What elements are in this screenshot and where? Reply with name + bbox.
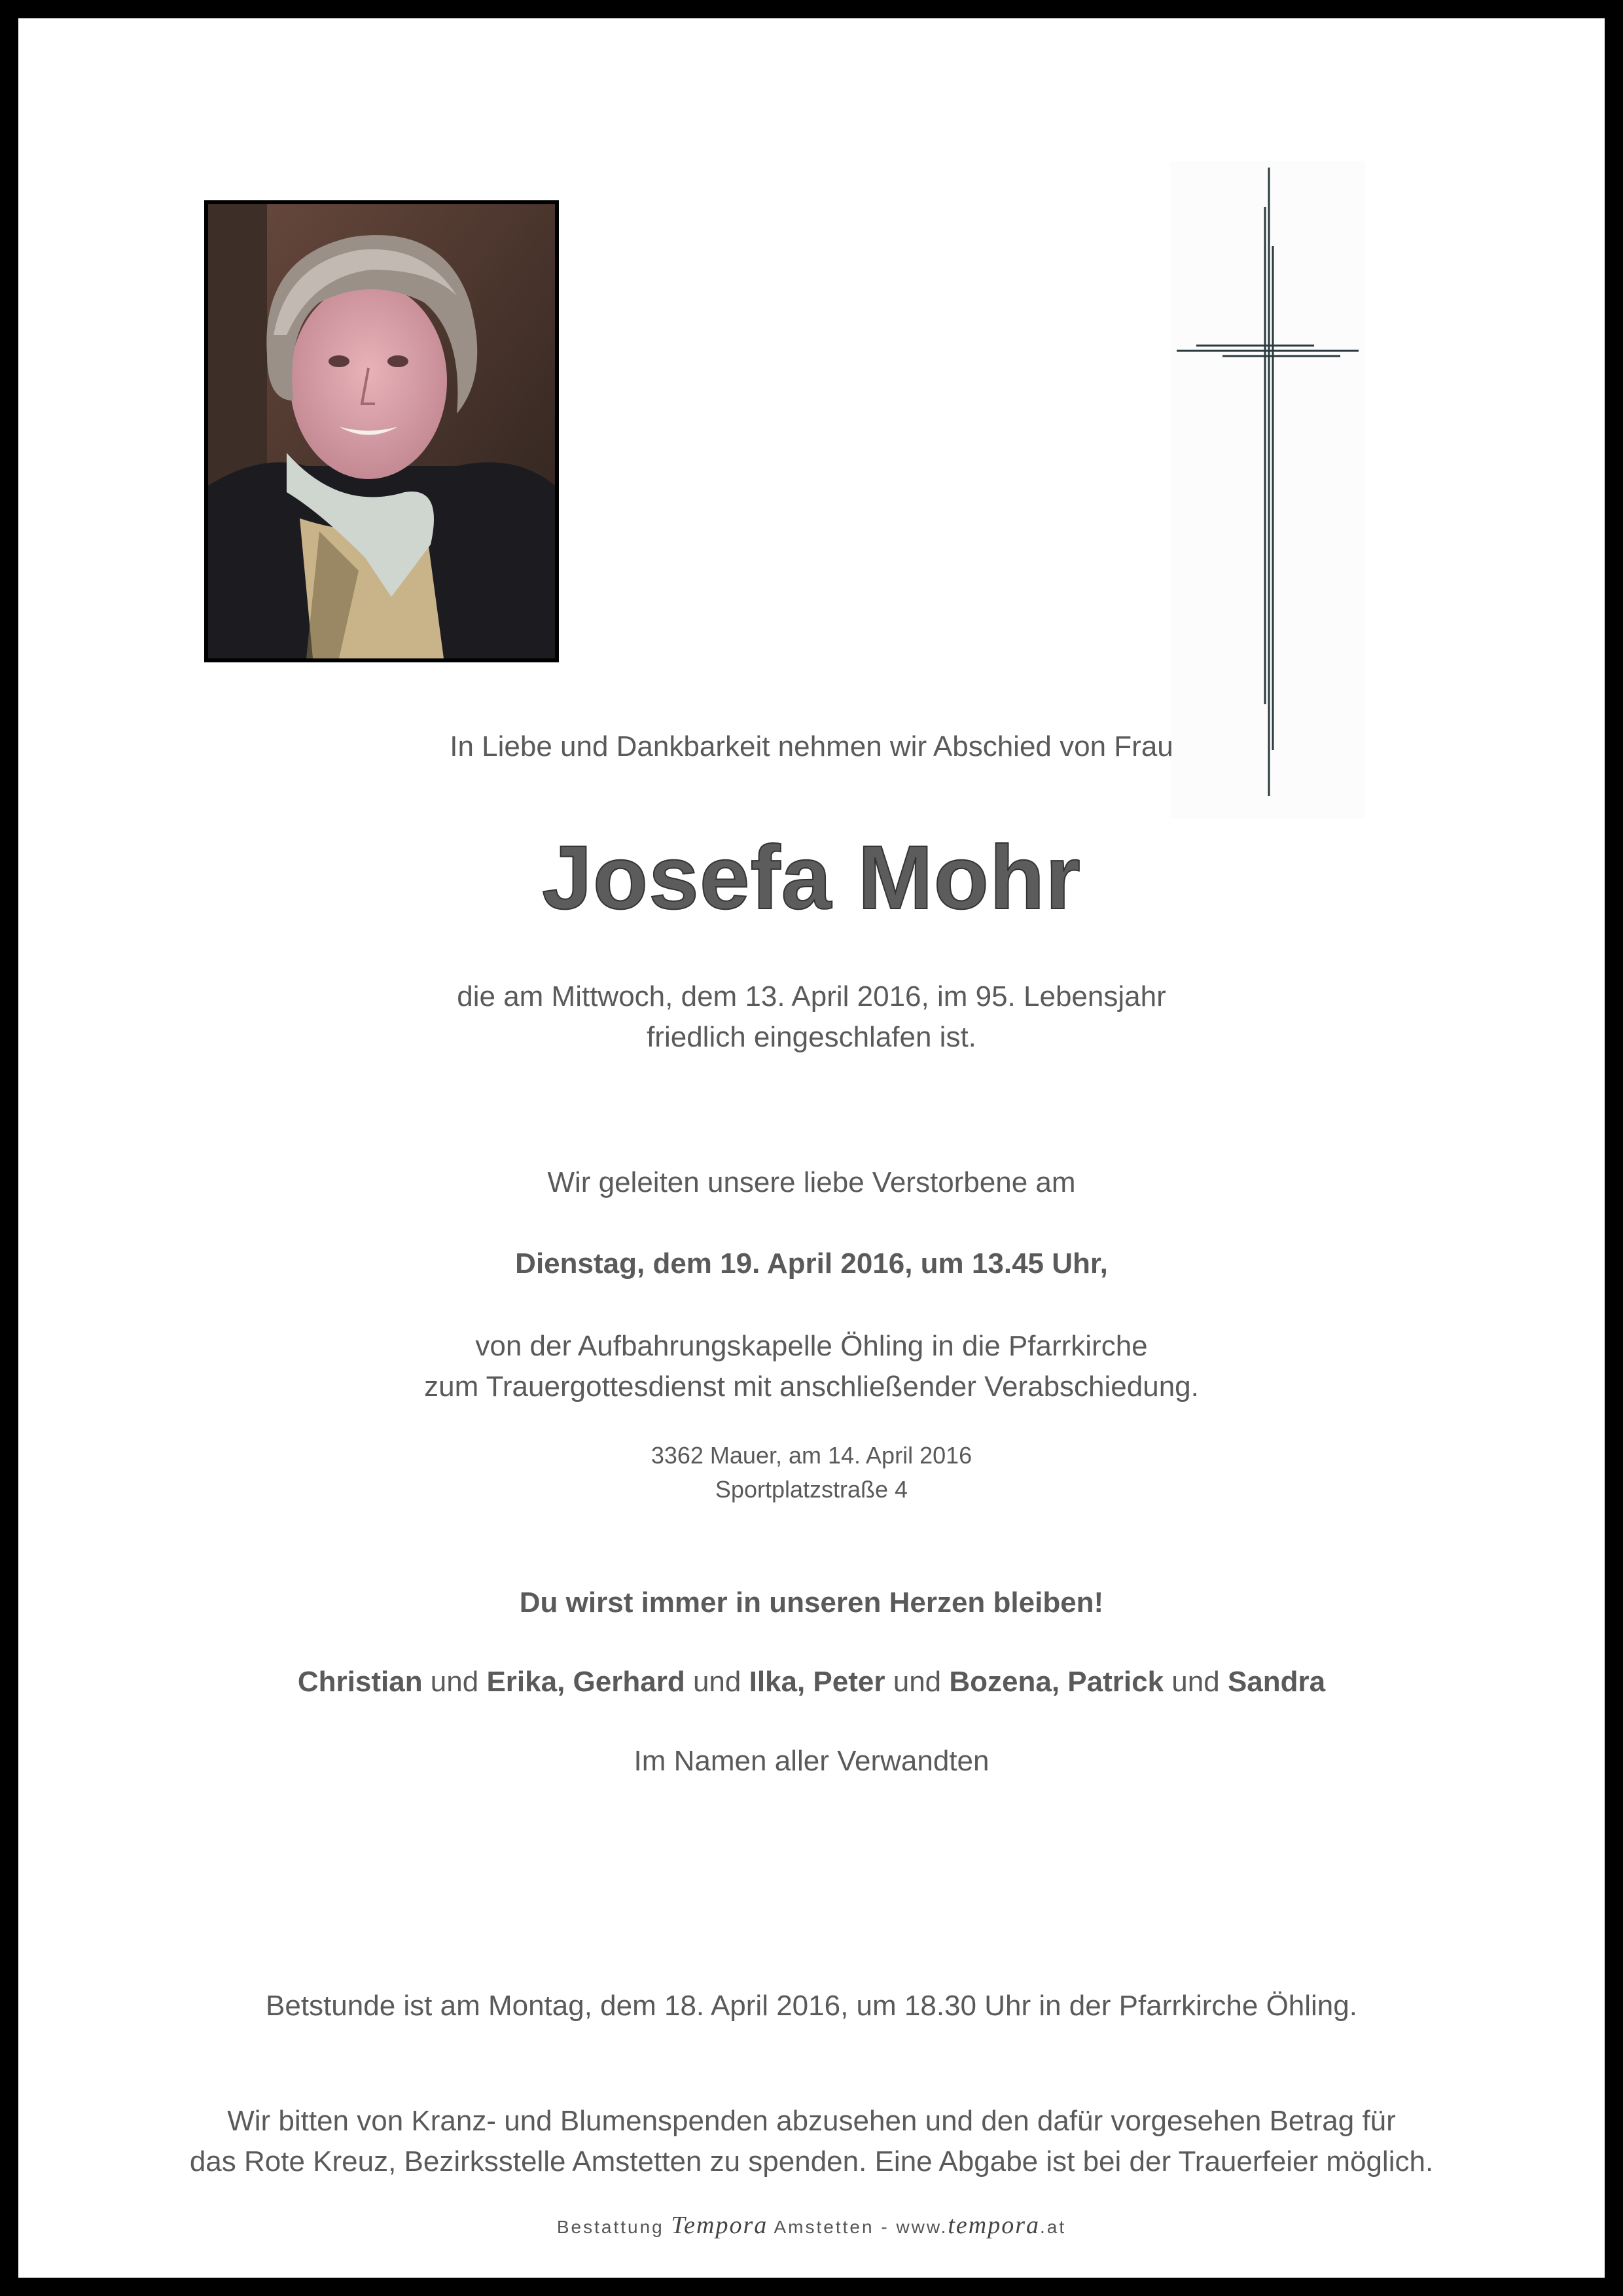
motto: Du wirst immer in unseren Herzen bleiben! — [519, 1587, 1104, 1619]
footer-brand: Tempora — [671, 2212, 768, 2239]
footer-credit — [0, 2211, 1623, 2240]
family-name: Ilka, Peter — [749, 1666, 885, 1698]
footer-middle: Amstetten - www. — [768, 2217, 948, 2237]
cross-icon — [1170, 161, 1365, 818]
place-line-2: Sportplatzstraße 4 — [715, 1476, 908, 1503]
donation-line-1: Wir bitten von Kranz- und Blumenspenden abzusehen und den dafür vorgesehen Betrag für — [227, 2105, 1396, 2137]
footer-suffix: .at — [1040, 2217, 1067, 2237]
death-line-2: friedlich eingeschlafen ist. — [647, 1021, 976, 1053]
funeral-intro: Wir geleiten unsere liebe Verstorbene am — [547, 1166, 1076, 1198]
deceased-name: Josefa Mohr — [542, 827, 1081, 928]
prayer-notice: Betstunde ist am Montag, dem 18. April 2016, um 18.30 Uhr in der Pfarrkirche Öhling. — [266, 1990, 1357, 2022]
route-line-1: von der Aufbahrungskapelle Öhling in die Pfarrkirche — [475, 1330, 1148, 1362]
donation-line-2: das Rote Kreuz, Bezirksstelle Amstetten zu spenden. Eine Abgabe ist bei der Trauerfeier möglich. — [189, 2145, 1434, 2178]
family-conjunction: und — [885, 1666, 950, 1698]
family-name: Erika, Gerhard — [486, 1666, 685, 1698]
place-and-date — [0, 1439, 1623, 1507]
footer-prefix: Bestattung — [556, 2217, 671, 2237]
donation-notice — [0, 2101, 1623, 2182]
place-line-1: 3362 Mauer, am 14. April 2016 — [651, 1442, 972, 1469]
family-names — [0, 1666, 1623, 1698]
family-conjunction: und — [1164, 1666, 1228, 1698]
family-conjunction: und — [685, 1666, 749, 1698]
portrait-photo — [204, 200, 559, 662]
family-conjunction: und — [422, 1666, 487, 1698]
intro-text: In Liebe und Dankbarkeit nehmen wir Abschied von Frau — [450, 730, 1173, 762]
death-line-1: die am Mittwoch, dem 13. April 2016, im 95. Lebensjahr — [457, 980, 1166, 1013]
footer-url-brand: tempora — [948, 2212, 1040, 2239]
relatives-text: Im Namen aller Verwandten — [633, 1745, 990, 1777]
family-name: Christian — [297, 1666, 423, 1698]
funeral-route — [0, 1326, 1623, 1407]
funeral-date: Dienstag, dem 19. April 2016, um 13.45 Uhr, — [515, 1247, 1108, 1280]
route-line-2: zum Trauergottesdienst mit anschließender Verabschiedung. — [424, 1371, 1199, 1403]
obituary-page — [18, 18, 1605, 2278]
death-notice — [0, 977, 1623, 1058]
family-name: Bozena, Patrick — [949, 1666, 1164, 1698]
family-name: Sandra — [1227, 1666, 1326, 1698]
